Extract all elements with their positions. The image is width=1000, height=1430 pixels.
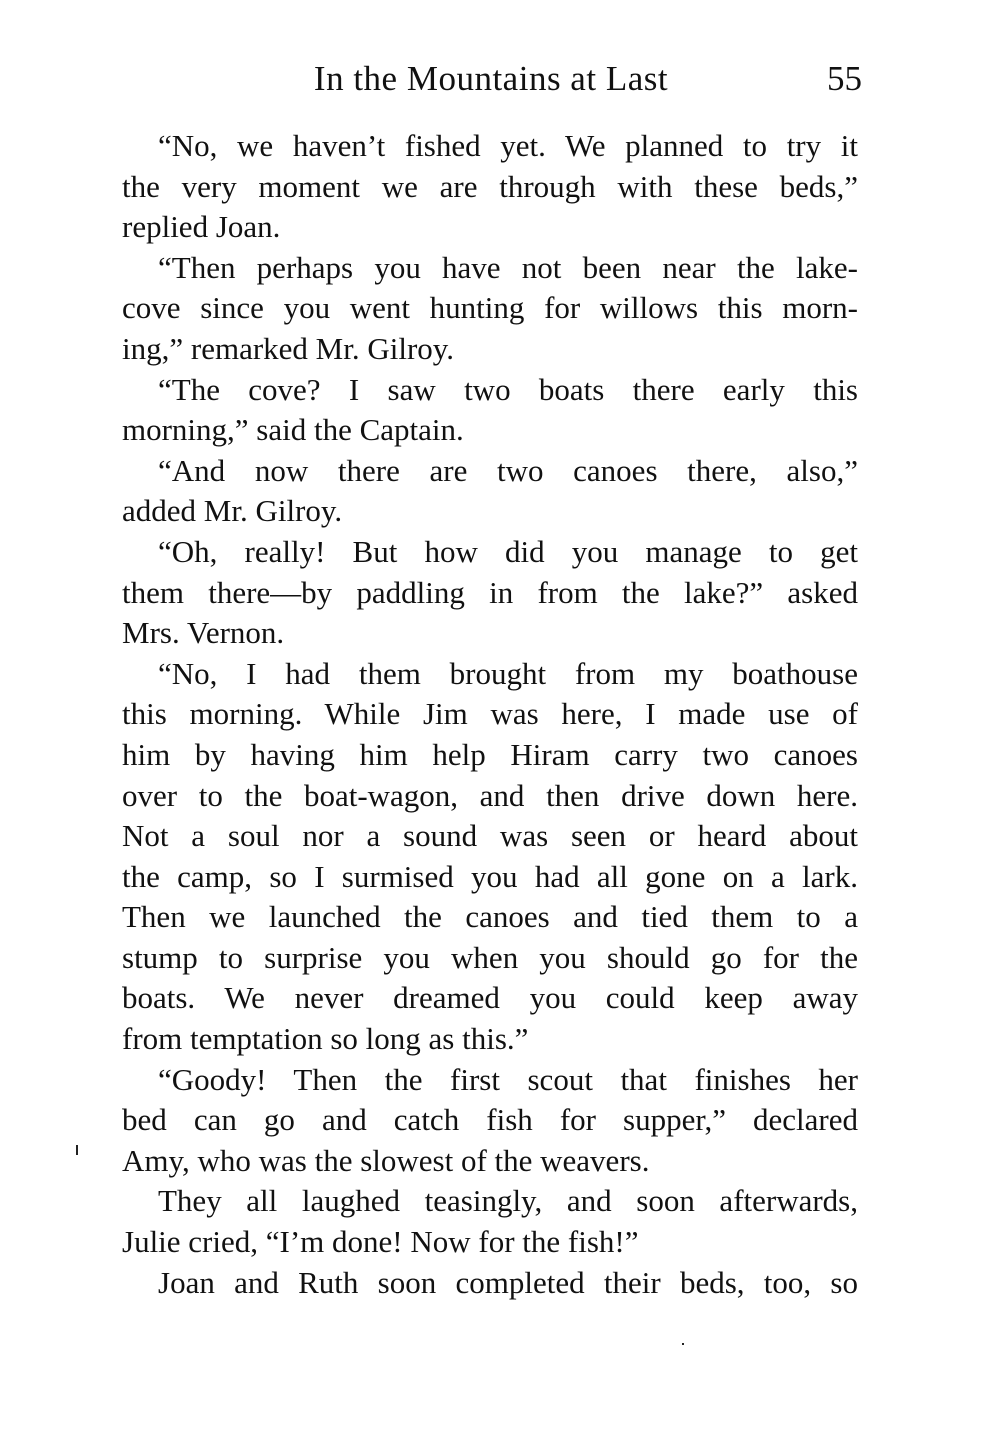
text-line: Then we launched the canoes and tied them to a [122,899,858,935]
text-line: stump to surprise you when you should go for the [122,939,858,975]
text-line: They all laughed teasingly, and soon afterwards, [158,1183,858,1219]
text-line: Amy, who was the slowest of the weavers. [122,1142,650,1178]
text-line: this morning. While Jim was here, I made use of [122,696,858,732]
text-line: replied Joan. [122,209,281,245]
text-line: them there—by paddling in from the lake?” asked [122,574,858,610]
text-line: “Goody! Then the first scout that finishes her [158,1061,858,1097]
text-line: morning,” said the Captain. [122,412,464,448]
text-line: him by having him help Hiram carry two canoes [122,736,858,772]
text-line: cove since you went hunting for willows this morn- [122,290,858,326]
text-line: Joan and Ruth soon completed their beds, too, so [158,1264,858,1300]
scan-mark [76,1145,78,1155]
text-line: “Oh, really! But how did you manage to get [158,533,858,569]
scan-speck [682,1343,684,1345]
text-line: boats. We never dreamed you could keep away [122,980,858,1016]
page-number: 55 [827,59,862,98]
text-line: “No, I had them brought from my boathouse [158,655,858,691]
text-line: added Mr. Gilroy. [122,493,343,529]
text-line: Not a soul nor a sound was seen or heard about [122,818,858,854]
text-line: over to the boat-wagon, and then drive down here. [122,777,858,813]
text-line: bed can go and catch fish for supper,” declared [122,1102,858,1138]
text-line: Julie cried, “I’m done! Now for the fish!” [122,1224,639,1260]
text-line: “And now there are two canoes there, also,” [158,452,858,488]
text-line: from temptation so long as this.” [122,1021,529,1057]
text-line: ing,” remarked Mr. Gilroy. [122,330,455,366]
text-line: the very moment we are through with these beds,” [122,168,858,204]
page-body [122,126,858,1303]
text-line: the camp, so I surmised you had all gone on a lark. [122,858,858,894]
text-line: “The cove? I saw two boats there early this [158,371,858,407]
text-line: “No, we haven’t fished yet. We planned to try it [158,128,858,163]
text-line: “Then perhaps you have not been near the lake- [158,249,858,285]
text-line: Mrs. Vernon. [122,615,285,651]
running-title: In the Mountains at Last [313,59,669,98]
running-head [120,56,862,102]
